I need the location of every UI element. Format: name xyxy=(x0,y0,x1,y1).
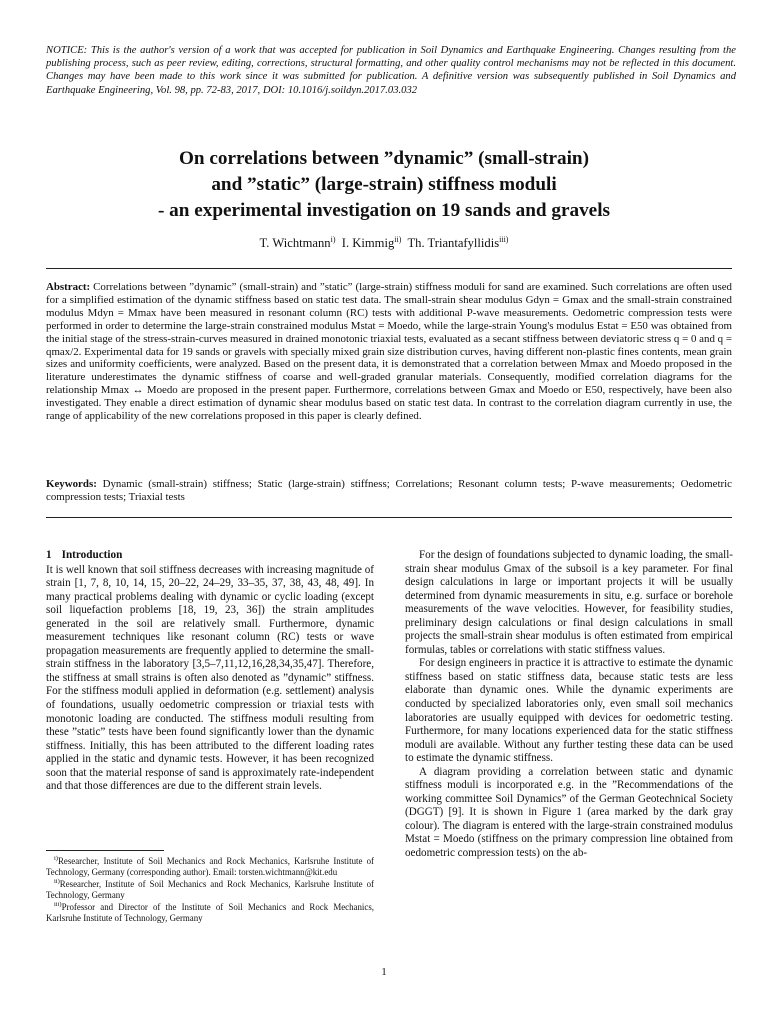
title-line-1: On correlations between ”dynamic” (small-strain) xyxy=(178,148,589,169)
author-1: T. Wichtmann xyxy=(259,236,331,250)
author-2: I. Kimmig xyxy=(341,236,395,250)
footnotes xyxy=(46,856,374,924)
keywords xyxy=(46,478,732,504)
author-3: Th. Triantafyllidis xyxy=(407,236,500,250)
page-number: 1 xyxy=(381,966,387,978)
author-list xyxy=(40,236,728,251)
footnote-2-mark: ii) xyxy=(54,877,60,885)
left-column xyxy=(46,549,374,794)
footnote-3 xyxy=(46,902,374,924)
title-line-2: and ”static” (large-strain) stiffness moduli xyxy=(211,174,557,195)
author-3-mark: iii) xyxy=(499,234,509,244)
footnote-3-text: Professor and Director of the Institute of Soil Mechanics and Rock Mechanics, Karlsruhe Institute of Technology, Germany xyxy=(46,901,374,923)
keywords-text: Dynamic (small-strain) stiffness; Static (large-strain) stiffness; Correlations; Resonant column tests; P-wave measurements; Oedometric compression tests; Triaxial tests xyxy=(46,478,732,503)
left-paragraph-1: It is well known that soil stiffness decreases with increasing magnitude of strain [1, 7, 8, 10, 14, 15, 20–22, 24–29, 33–35, 37, 38, 43, 48, 49]. In many practical problems dealing with dynamic or cyclic loading (except soil liquefaction problems [18, 19, 23, 36]) the strain amplitudes generated in the soil are relatively small. Furthermore, dynamic measurement techniques like resonant column (RC) tests or wave propagation measurements are frequently applied to determine the small-strain stiffness in the laboratory [3,5–7,11,12,16,28,34,35,47]. Therefore, the stiffness at small strains is often also denoted as ”dynamic” stiffness. For the stiffness moduli applied in deformation (e.g. settlement) analysis of foundations, usually oedometric compression or triaxial tests with monotonic loading are conducted. The stiffness moduli resulting from these ”static” tests have been found significantly lower than the dynamic stiffness. Initially, this has been attributed to the different loading rates applied in the static and dynamic tests. However, it has been recognized soon that the material response of sand is approximately rate-independent and that those differences are due to the different strain levels. xyxy=(46,563,374,793)
author-2-mark: ii) xyxy=(394,234,402,244)
title-line-3: - an experimental investigation on 19 sands and gravels xyxy=(157,200,610,221)
author-1-mark: i) xyxy=(330,234,336,244)
abstract-text: Correlations between ”dynamic” (small-strain) and ”static” (large-strain) stiffness moduli for sand are examined. Such correlations are often used for a simplified estimation of the dynamic stiffness based on static test data. The small-strain shear modulus Gdyn = Gmax and the small-strain constrained modulus Mdyn = Mmax have been measured in resonant column (RC) tests with additional P-wave measurements. Oedometric compression tests were performed in order to determine the large-strain constrained modulus Mstat = Moedo, while the large-strain Young's modulus Estat = E50 was obtained from the initial stage of the stress-strain-curves measured in drained monotonic triaxial tests, evaluated as a secant stiffness between deviatoric stress q = 0 and q = qmax/2. Experimental data for 19 sands or gravels with specially mixed grain size distribution curves, having different non-plastic fines contents, mean grain sizes and uniformity coefficients, were analyzed. Based on the present data, it is demonstrated that a correlation between Mmax and Moedo proposed in the literature underestimates the dynamic stiffness of coarse and well-graded granular materials. Consequently, modified correlation diagrams for the relationship Mmax ↔ Moedo are proposed in the present paper. Furthermore, correlations between Gmax and Moedo or E50, respectively, have been also investigated. They enable a direct estimation of dynamic shear modulus based on static test data. In contrast to the correlation diagram currently in use, the range of applicability of the new correlations proposed in this paper is clearly defined. xyxy=(46,281,732,423)
keywords-label: Keywords: xyxy=(46,478,97,490)
paper-title xyxy=(40,146,728,224)
abstract-label: Abstract: xyxy=(46,281,91,293)
abstract-bottom-rule xyxy=(46,517,732,518)
abstract xyxy=(46,281,732,423)
footnote-2-text: Researcher, Institute of Soil Mechanics and Rock Mechanics, Karlsruhe Institute of Technology, Germany xyxy=(46,878,374,900)
footnote-2 xyxy=(46,879,374,901)
footnote-1 xyxy=(46,856,374,878)
footnote-1-mark: i) xyxy=(54,855,58,863)
notice-text: NOTICE: This is the author's version of a work that was accepted for publication in Soil Dynamics and Earthquake Engineering. Changes resulting from the publishing process, such as peer review, editing, corrections, structural formatting, and other quality control mechanisms may not be reflected in this document. Changes may have been made to this work since it was submitted for publication. A definitive version was subsequently published in Soil Dynamics and Earthquake Engineering, Vol. 98, pp. 72-83, 2017, DOI: 10.1016/j.soildyn.2017.03.032 xyxy=(46,45,736,96)
section-number: 1 xyxy=(46,549,52,561)
right-paragraph-3: A diagram providing a correlation between static and dynamic stiffness moduli is incorporated e.g. in the ”Recommendations of the working committee Soil Dynamics” of the German Geotechnical Society (DGGT) [9]. It is shown in Figure 1 (area marked by the dark gray colour). The diagram is entered with the large-strain constrained modulus Mstat = Moedo (stiffness on the primary compression line obtained from oedometric compression tests) on the ab- xyxy=(405,765,733,860)
footnote-3-mark: iii) xyxy=(54,900,62,908)
footnote-rule xyxy=(46,850,164,851)
abstract-top-rule xyxy=(46,268,732,269)
right-paragraph-1: For the design of foundations subjected to dynamic loading, the small-strain shear modulus Gmax of the subsoil is a key parameter. For final design calculations in large or important projects it will be usually determined from dynamic measurements in situ, e.g. surface or borehole measurements of the wave velocities. However, for feasibility studies, preliminary design calculations or final design calculations in small projects the small-strain shear modulus is often estimated from empirical formulas, tables or correlations with static stiffness values. xyxy=(405,549,733,656)
right-column xyxy=(405,549,733,861)
section-heading xyxy=(46,549,374,563)
section-title: Introduction xyxy=(61,549,123,561)
right-paragraph-2: For design engineers in practice it is attractive to estimate the dynamic stiffness based on static stiffness data, because static tests are less elaborate than dynamic ones. While the dynamic experiments are conducted by specialized laboratories only, even small soil mechanics laboratories are usually equipped with devices for oedometric testing. Furthermore, for many locations experienced data for the static stiffness moduli are available. Without any further testing these data can be used to estimate the dynamic stiffness. xyxy=(405,657,733,765)
footnote-1-text: Researcher, Institute of Soil Mechanics and Rock Mechanics, Karlsruhe Institute of Technology, Germany (corresponding author). Email: torsten.wichtmann@kit.edu xyxy=(46,856,374,877)
